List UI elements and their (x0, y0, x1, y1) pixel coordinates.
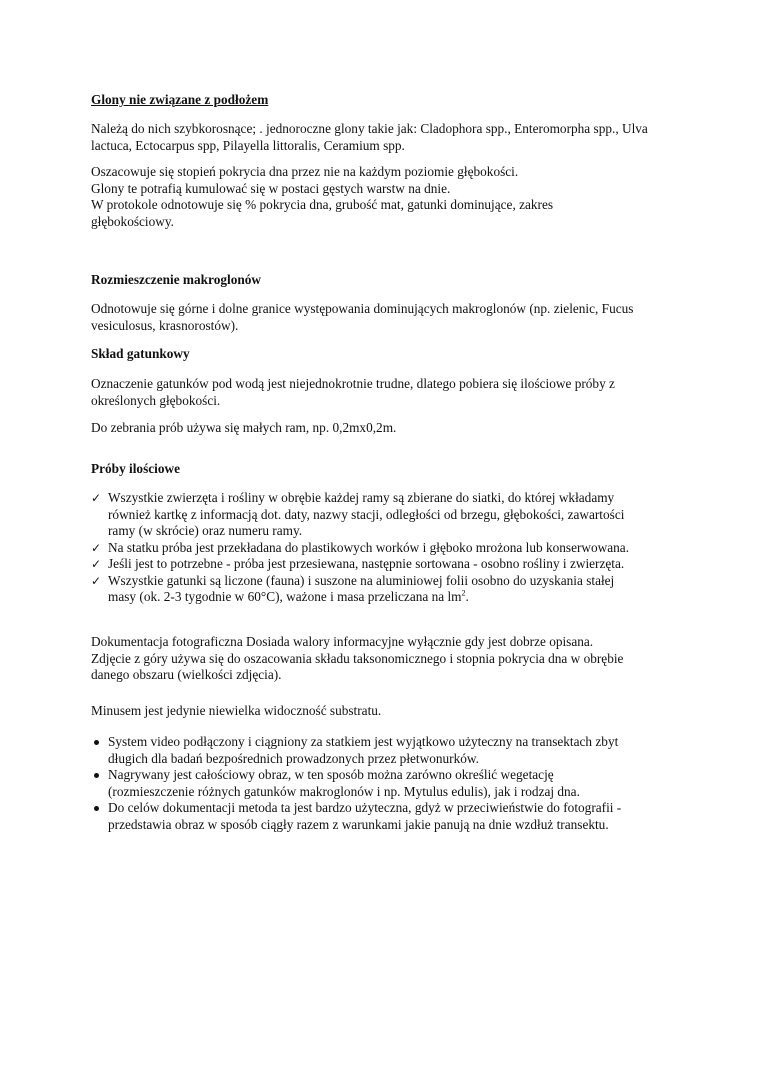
text-line: głębokościowy. (91, 213, 174, 229)
text-line: Oznaczenie gatunków pod wodą jest niejednokrotnie trudne, dlatego pobiera się ilościowe próby z (91, 376, 615, 391)
bullet-icon (94, 740, 99, 745)
text-line: Należą do nich szybkorosnące; . jednoroczne glony takie jak: Cladophora spp., Enteromorpha spp., Ulva (91, 121, 648, 136)
text-line: Wszystkie zwierzęta i rośliny w obrębie każdej ramy są zbierane do siatki, do której wkładamy (108, 490, 615, 505)
list-item (91, 540, 671, 557)
paragraph-glony-species (91, 121, 671, 154)
paragraph-glony-cover (91, 164, 671, 230)
text-line: Oszacowuje się stopień pokrycia dna przez nie na każdym poziomie głębokości. (91, 164, 519, 179)
text-line: Jeśli jest to potrzebne - próba jest przesiewana, następnie sortowana - osobno rośliny i zwierzęta. (108, 556, 625, 571)
list-item (91, 767, 671, 800)
checkmark-icon: ✓ (91, 557, 102, 571)
list-item (91, 556, 671, 573)
superscript: 2 (461, 588, 466, 598)
bullet-list-video (91, 734, 671, 833)
checkmark-icon: ✓ (91, 491, 102, 505)
text-line: danego obszaru (wielkości zdjęcia). (91, 667, 282, 682)
checkmark-icon: ✓ (91, 573, 102, 588)
text-line: przedstawia obraz w sposób ciągły razem z warunkami jakie panują na dnie wzdłuż transektu. (108, 816, 609, 832)
text-line: długich dla badań bezpośrednich prowadzonych przez płetwonurków. (108, 750, 479, 766)
text-line: Nagrywany jest całościowy obraz, w ten sposób można zarówno określić wegetację (108, 767, 554, 782)
section-heading-rozmieszczenie (91, 272, 671, 289)
text-line: Do zebrania prób używa się małych ram, np. 0,2mx0,2m. (91, 420, 397, 435)
paragraph-sklad (91, 376, 671, 409)
section-heading-sklad (91, 346, 671, 363)
text-line (108, 589, 671, 606)
text-line: Na statku próba jest przekładana do plastikowych worków i głęboko mrożona lub konserwowana. (108, 539, 630, 555)
text-line: Odnotowuje się górne i dolne granice występowania dominujących makroglonów (np. zielenic, Fucus (91, 301, 634, 316)
checklist-proby (91, 490, 671, 606)
paragraph-rozmieszczenie (91, 301, 671, 334)
text-fragment: masy (ok. 2-3 tygodnie w 60°C), ważone i masa przeliczana na lm (108, 589, 462, 604)
heading-text: Skład gatunkowy (91, 346, 190, 361)
text-line: lactuca, Ectocarpus spp, Pilayella littoralis, Ceramium spp. (91, 137, 405, 153)
text-fragment: . (465, 589, 469, 604)
text-line: również kartkę z informacją dot. daty, nazwy stacji, odległości od brzegu, głębokości, zawartości (108, 506, 625, 522)
bullet-icon (94, 773, 99, 778)
text-line: Do celów dokumentacji metoda ta jest bardzo użyteczna, gdyż w przeciwieństwie do fotografii - (108, 800, 622, 815)
text-line: Glony te potrafią kumulować się w postaci gęstych warstw na dnie. (91, 180, 451, 196)
list-item (91, 490, 671, 540)
text-line: (rozmieszczenie różnych gatunków makroglonów i np. Mytulus edulis), jak i rodzaj dna. (108, 783, 580, 799)
section-heading-glony (91, 92, 671, 109)
paragraph-dokumentacja (91, 634, 671, 684)
section-heading-proby (91, 461, 671, 478)
paragraph-minusem (91, 703, 671, 720)
text-line: Zdjęcie z góry używa się do oszacowania składu taksonomicznego i stopnia pokrycia dna w obrębie (91, 650, 624, 666)
list-item (91, 800, 671, 833)
text-line: Dokumentacja fotograficzna Dosiada walory informacyjne wyłącznie gdy jest dobrze opisana. (91, 634, 594, 649)
text-line: Wszystkie gatunki są liczone (fauna) i suszone na aluminiowej folii osobno do uzyskania stałej (108, 572, 615, 588)
text-line: określonych głębokości. (91, 392, 221, 408)
heading-text: Glony nie związane z podłożem (91, 92, 269, 107)
text-line: Minusem jest jedynie niewielka widoczność substratu. (91, 703, 382, 718)
text-line: W protokole odnotowuje się % pokrycia dna, grubość mat, gatunki dominujące, zakres (91, 197, 554, 212)
heading-text: Rozmieszczenie makroglonów (91, 272, 261, 287)
paragraph-ramy (91, 420, 671, 437)
checkmark-icon: ✓ (91, 540, 102, 555)
list-item (91, 734, 671, 767)
text-line: ramy (w skrócie) oraz numeru ramy. (108, 523, 303, 538)
text-line: vesiculosus, krasnorostów). (91, 317, 239, 333)
heading-text: Próby ilościowe (91, 461, 181, 476)
list-item (91, 573, 671, 606)
bullet-icon (94, 806, 99, 811)
text-line: System video podłączony i ciągniony za statkiem jest wyjątkowo użyteczny na transektach zbyt (108, 734, 619, 749)
